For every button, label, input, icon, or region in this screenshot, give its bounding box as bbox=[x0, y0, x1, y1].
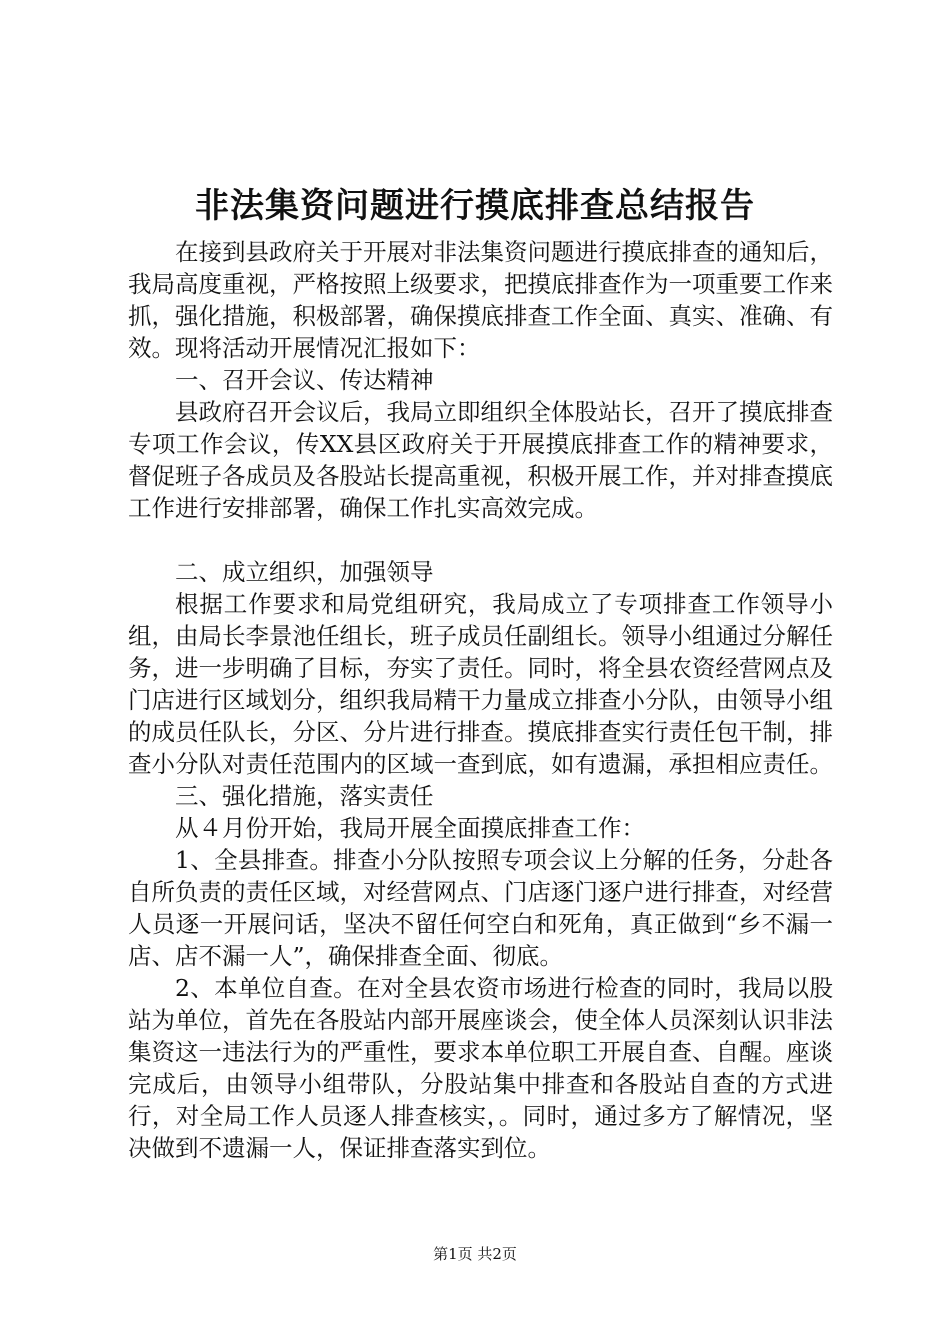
section-3-intro: 从４月份开始，我局开展全面摸底排查工作： bbox=[175, 814, 645, 842]
section-heading-3: 三、强化措施，落实责任 bbox=[175, 782, 434, 810]
page-number-footer: 第1页 共2页 bbox=[433, 1245, 517, 1263]
document-body bbox=[128, 236, 833, 1164]
document-title: 非法集资问题进行摸底排查总结报告 bbox=[195, 186, 755, 226]
intro-paragraph: 在接到县政府关于开展对非法集资问题进行摸底排查的通知后，我局高度重视，严格按照上级要求，把摸底排查作为一项重要工作来抓，强化措施，积极部署，确保摸底排查工作全面、真实、准确、有效。现将活动开展情况汇报如下： bbox=[128, 238, 833, 362]
section-3-item-1: 1、全县排查。排查小分队按照专项会议上分解的任务，分赴各自所负责的责任区域，对经营网点、门店逐门逐户进行排查，对经营人员逐一开展问话，坚决不留任何空白和死角，真正做到“乡不漏一店、店不漏一人”，确保排查全面、彻底。 bbox=[128, 846, 833, 970]
section-heading-2: 二、成立组织，加强领导 bbox=[175, 558, 434, 586]
section-1-paragraph: 县政府召开会议后，我局立即组织全体股站长，召开了摸底排查专项工作会议，传XX县区政府关于开展摸底排查工作的精神要求，督促班子各成员及各股站长提高重视，积极开展工作，并对排查摸底工作进行安排部署，确保工作扎实高效完成。 bbox=[128, 398, 833, 522]
section-heading-1: 一、召开会议、传达精神 bbox=[175, 366, 434, 394]
section-3-item-2: 2、本单位自查。在对全县农资市场进行检查的同时，我局以股站为单位，首先在各股站内部开展座谈会，使全体人员深刻认识非法集资这一违法行为的严重性，要求本单位职工开展自查、自醒。座谈完成后，由领导小组带队，分股站集中排查和各股站自查的方式进行，对全局工作人员逐人排查核实，。同时，通过多方了解情况，坚决做到不遗漏一人，保证排查落实到位。 bbox=[128, 974, 833, 1162]
section-2-paragraph: 根据工作要求和局党组研究，我局成立了专项排查工作领导小组，由局长李景池任组长，班子成员任副组长。领导小组通过分解任务，进一步明确了目标，夯实了责任。同时，将全县农资经营网点及门店进行区域划分，组织我局精干力量成立排查小分队，由领导小组的成员任队长，分区、分片进行排查。摸底排查实行责任包干制，排查小分队对责任范围内的区域一查到底，如有遗漏，承担相应责任。 bbox=[128, 590, 833, 778]
